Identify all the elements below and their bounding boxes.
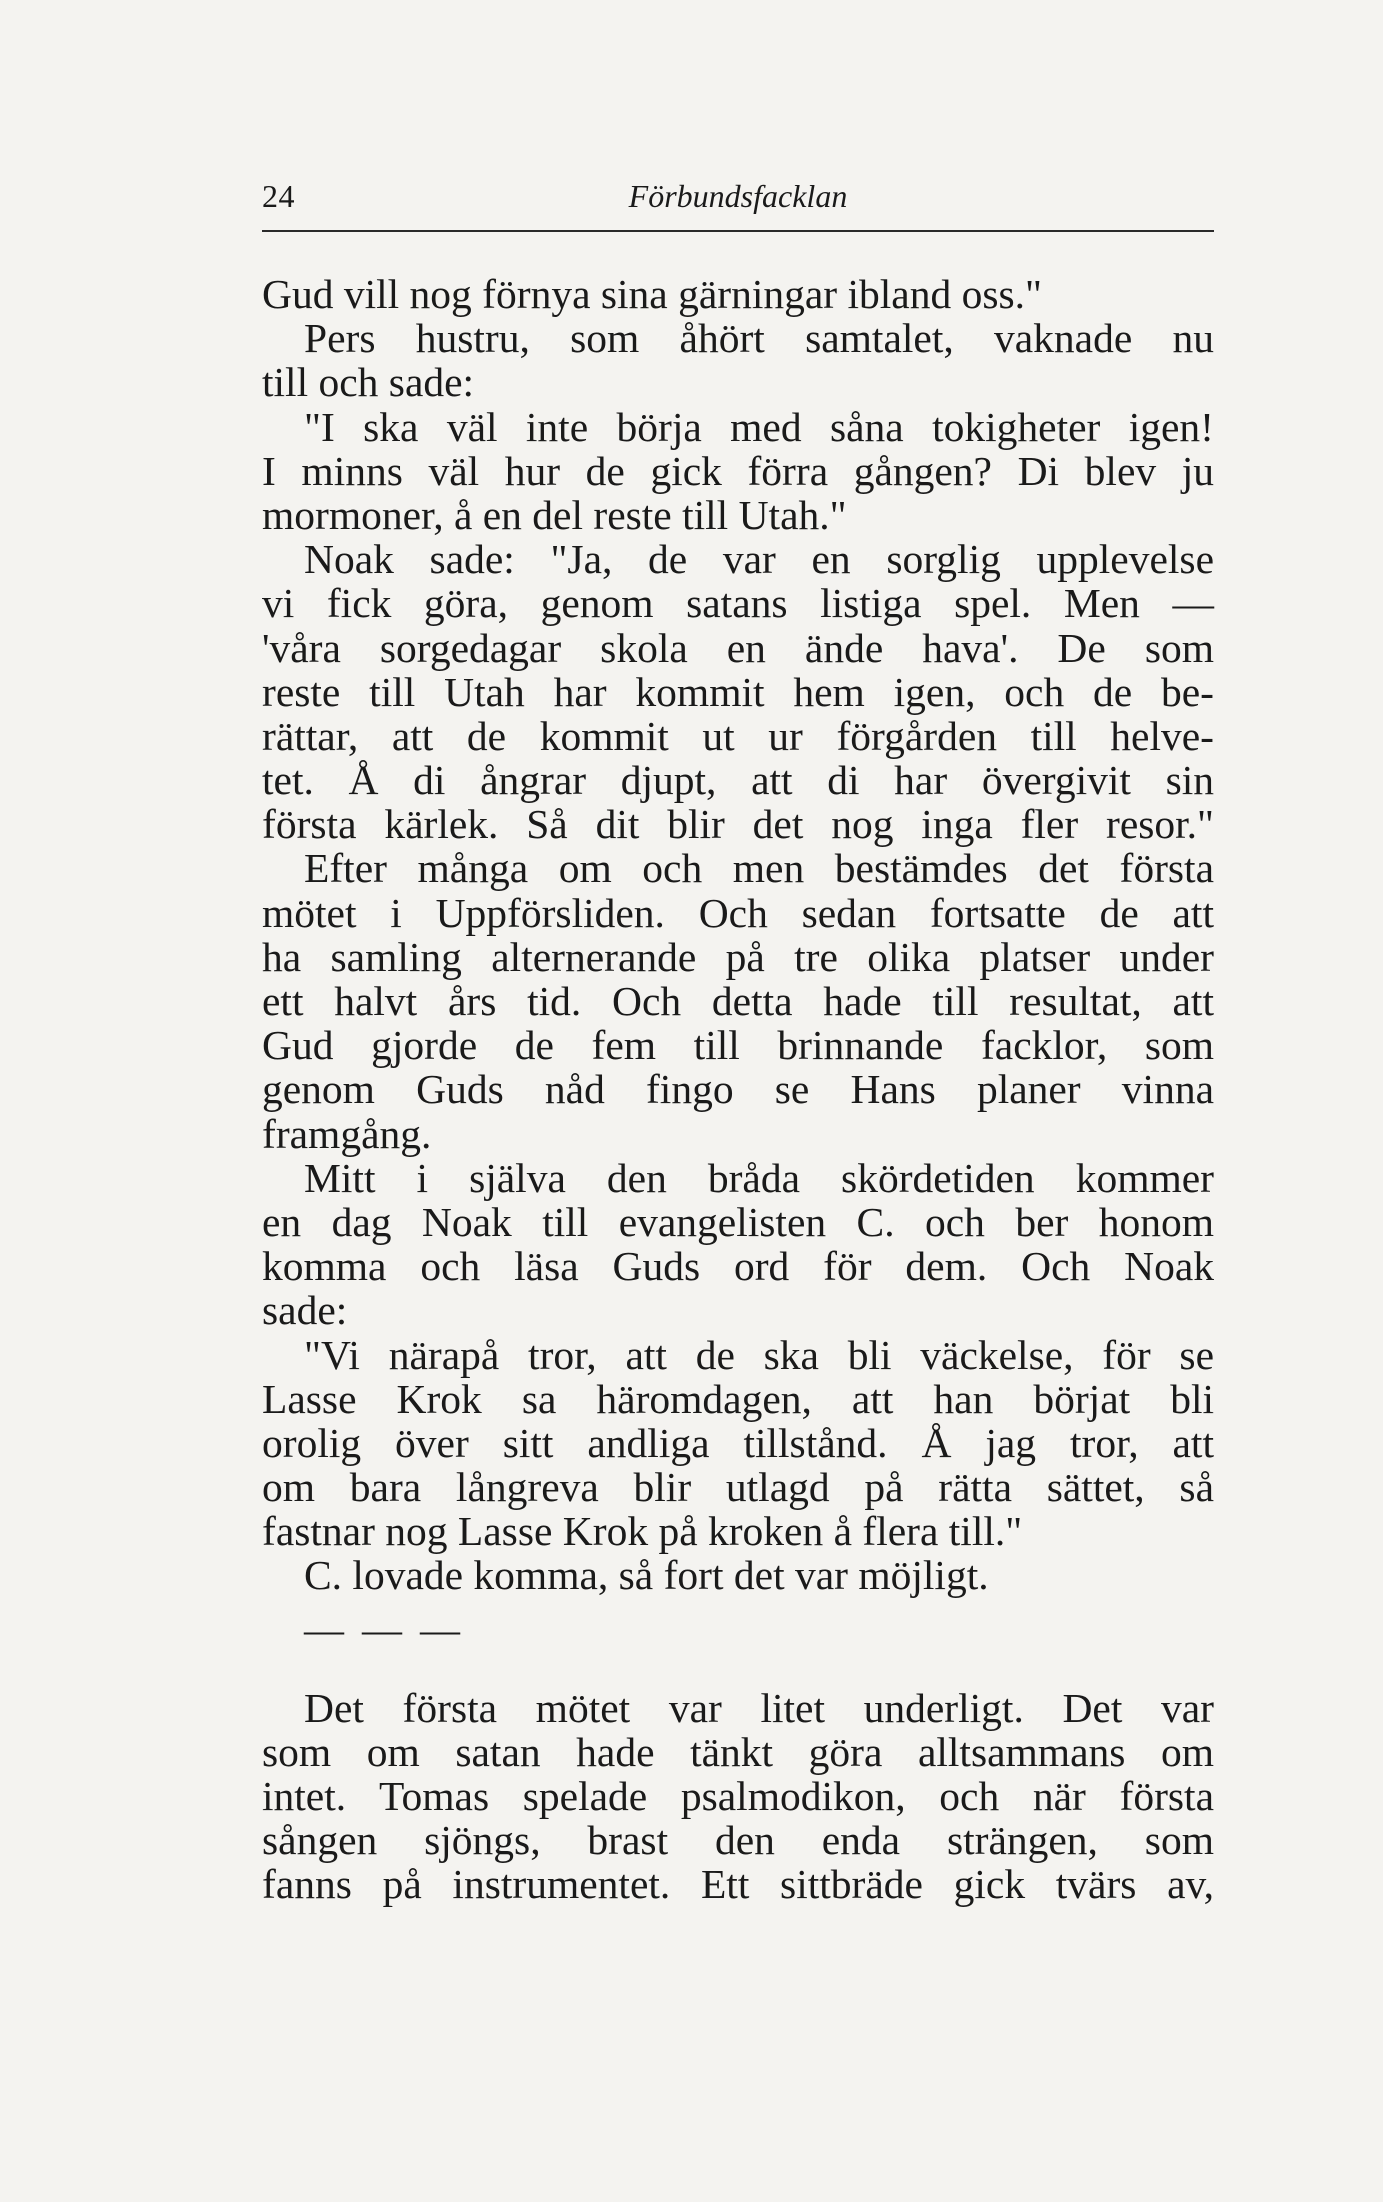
text-line: Lasse Krok sa häromdagen, att han börjat bli <box>262 1375 1214 1422</box>
text-line: som om satan hade tänkt göra alltsammans om <box>262 1728 1214 1775</box>
separator-dashes: — — — <box>304 1606 464 1652</box>
text-line: I minns väl hur de gick förra gången? Di blev ju <box>262 447 1214 494</box>
text-line: Pers hustru, som åhört samtalet, vaknade nu <box>304 315 1214 362</box>
page-header <box>262 170 1214 222</box>
text-line: orolig över sitt andliga tillstånd. Å jag tror, att <box>262 1419 1214 1466</box>
text-line: fastnar nog Lasse Krok på kroken å flera till." <box>262 1508 1023 1555</box>
text-line: Det första mötet var litet underligt. Det var <box>304 1684 1214 1731</box>
text-line: "Vi närapå tror, att de ska bli väckelse, för se <box>304 1331 1214 1378</box>
text-line: komma och läsa Guds ord för dem. Och Noak <box>262 1243 1214 1290</box>
text-line: Gud gjorde de fem till brinnande facklor, som <box>262 1022 1214 1069</box>
text-line: reste till Utah har kommit hem igen, och de be- <box>262 668 1214 715</box>
text-line: Mitt i själva den bråda skördetiden kommer <box>304 1154 1214 1201</box>
section-separator <box>262 1598 1214 1686</box>
text-line: intet. Tomas spelade psalmodikon, och när första <box>262 1773 1214 1819</box>
header-rule <box>262 230 1214 232</box>
page-number: 24 <box>262 178 295 214</box>
text-line: 'våra sorgedagar skola en ände hava'. De som <box>262 624 1214 671</box>
text-line: mormoner, å en del reste till Utah." <box>262 491 847 538</box>
text-line: Noak sade: "Ja, de var en sorglig upplevelse <box>304 536 1214 583</box>
text-line: ett halvt års tid. Och detta hade till resultat, att <box>262 978 1214 1024</box>
text-line: Gud vill nog förnya sina gärningar ibland oss." <box>262 271 1042 317</box>
text-line: till och sade: <box>262 359 475 406</box>
text-line: sången sjöngs, brast den enda strängen, som <box>262 1817 1214 1864</box>
text-line: tet. Å di ångrar djupt, att di har övergivit sin <box>262 757 1214 804</box>
text-line: genom Guds nåd fingo se Hans planer vinna <box>262 1066 1214 1113</box>
text-line: sade: <box>262 1287 348 1334</box>
text-line: framgång. <box>262 1110 432 1157</box>
text-line: första kärlek. Så dit blir det nog inga fler resor." <box>262 801 1214 848</box>
text-line: Efter många om och men bestämdes det första <box>304 845 1214 892</box>
running-title: Förbundsfacklan <box>628 178 848 214</box>
text-line: en dag Noak till evangelisten C. och ber honom <box>262 1198 1214 1245</box>
book-page <box>262 170 1214 1907</box>
text-line: vi fick göra, genom satans listiga spel. Men — <box>262 580 1214 627</box>
text-line: mötet i Uppförsliden. Och sedan fortsatte de att <box>262 889 1214 936</box>
text-line: C. lovade komma, så fort det var möjligt. <box>304 1552 989 1599</box>
text-line: ha samling alternerande på tre olika platser under <box>262 933 1214 980</box>
text-line: fanns på instrumentet. Ett sittbräde gick tvärs av, <box>262 1861 1214 1908</box>
body-text <box>262 272 1214 1907</box>
text-line: "I ska väl inte börja med såna tokigheter igen! <box>304 403 1214 450</box>
text-line: rättar, att de kommit ut ur förgården till helve- <box>262 712 1214 759</box>
text-line: om bara långreva blir utlagd på rätta sättet, så <box>262 1464 1214 1511</box>
